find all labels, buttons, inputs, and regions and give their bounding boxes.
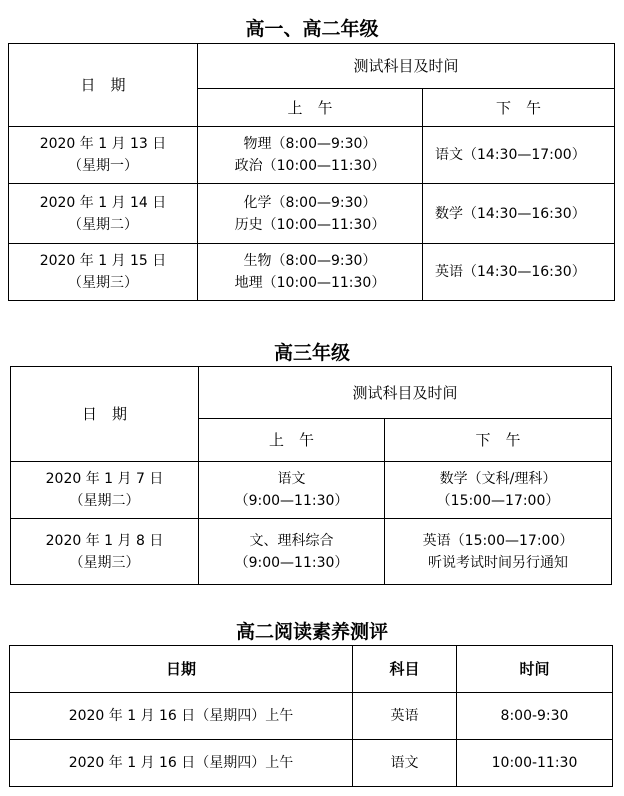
date-cell — [9, 127, 198, 184]
pm-exam: 数学（文科/理科） — [439, 471, 557, 487]
am-cell — [198, 184, 423, 244]
date-cell: 2020 年 1 月 16 日（星期四）上午 — [10, 693, 353, 740]
table-row — [9, 184, 615, 244]
am-exam: 化学（8:00—9:30） — [243, 194, 377, 211]
weekday-text: （星期三） — [69, 554, 140, 571]
date-text: 2020 年 1 月 15 日 — [39, 253, 167, 269]
weekday-text: （星期一） — [68, 158, 138, 174]
am-exam: 地理（10:00—11:30） — [234, 275, 386, 291]
am-cell — [199, 519, 385, 585]
section-title-grade-1-2: 高一、高二年级 — [245, 18, 379, 40]
date-cell — [11, 519, 199, 585]
date-cell — [11, 462, 199, 519]
weekday-text: （星期二） — [68, 216, 138, 233]
date-text: 2020 年 1 月 13 日 — [39, 136, 167, 152]
am-exam-time: （9:00—11:30） — [234, 493, 349, 509]
am-exam: 语文 — [277, 471, 306, 487]
time-cell: 8:00-9:30 — [457, 693, 613, 740]
header-subject: 科目 — [353, 646, 457, 693]
table-row — [9, 127, 615, 184]
header-date: 日 期 — [9, 44, 198, 127]
weekday-text: （星期三） — [68, 275, 138, 291]
subject-cell: 英语 — [353, 693, 457, 740]
date-cell: 2020 年 1 月 16 日（星期四）上午 — [10, 740, 353, 787]
header-am: 上 午 — [199, 419, 385, 462]
pm-exam: 数学（14:30—16:30） — [435, 205, 586, 222]
header-am: 上 午 — [198, 89, 423, 127]
header-pm: 下 午 — [423, 89, 615, 127]
header-date: 日期 — [10, 646, 353, 693]
header-pm: 下 午 — [385, 419, 612, 462]
date-text: 2020 年 1 月 7 日 — [45, 471, 164, 487]
am-cell — [199, 462, 385, 519]
date-text: 2020 年 1 月 14 日 — [39, 194, 167, 211]
section-title-reading-assessment: 高二阅读素养测评 — [235, 621, 388, 643]
am-cell — [198, 127, 423, 184]
table-row — [11, 462, 612, 519]
pm-note: 听说考试时间另行通知 — [428, 554, 568, 571]
exam-schedule-table-grade-3 — [10, 366, 612, 585]
pm-cell — [423, 184, 615, 244]
date-text: 2020 年 1 月 8 日 — [45, 532, 164, 549]
pm-exam: 英语（14:30—16:30） — [435, 264, 586, 280]
section-title-grade-3: 高三年级 — [273, 342, 350, 364]
header-subject-time: 测试科目及时间 — [198, 44, 615, 89]
pm-cell — [423, 244, 615, 301]
am-exam: 生物（8:00—9:30） — [243, 253, 377, 269]
exam-schedule-table-grade-1-2 — [8, 43, 615, 301]
date-cell — [9, 244, 198, 301]
header-subject-time: 测试科目及时间 — [199, 367, 612, 419]
weekday-text: （星期二） — [69, 493, 140, 509]
am-exam-time: （9:00—11:30） — [234, 554, 349, 571]
pm-exam: 英语（15:00—17:00） — [422, 532, 574, 549]
am-exam: 政治（10:00—11:30） — [234, 158, 386, 174]
time-cell: 10:00-11:30 — [457, 740, 613, 787]
am-cell — [198, 244, 423, 301]
am-exam: 历史（10:00—11:30） — [234, 216, 386, 233]
am-exam: 文、理科综合 — [249, 532, 334, 549]
pm-cell — [385, 519, 612, 585]
reading-assessment-table — [9, 645, 613, 787]
table-row — [11, 519, 612, 585]
subject-cell: 语文 — [353, 740, 457, 787]
table-row — [10, 693, 613, 740]
pm-cell — [423, 127, 615, 184]
header-date: 日 期 — [11, 367, 199, 462]
header-time: 时间 — [457, 646, 613, 693]
am-exam: 物理（8:00—9:30） — [243, 136, 377, 152]
pm-exam: 语文（14:30—17:00） — [435, 147, 586, 163]
table-row — [9, 244, 615, 301]
date-cell — [9, 184, 198, 244]
pm-exam-time: （15:00—17:00） — [436, 493, 560, 509]
table-row — [10, 740, 613, 787]
pm-cell — [385, 462, 612, 519]
